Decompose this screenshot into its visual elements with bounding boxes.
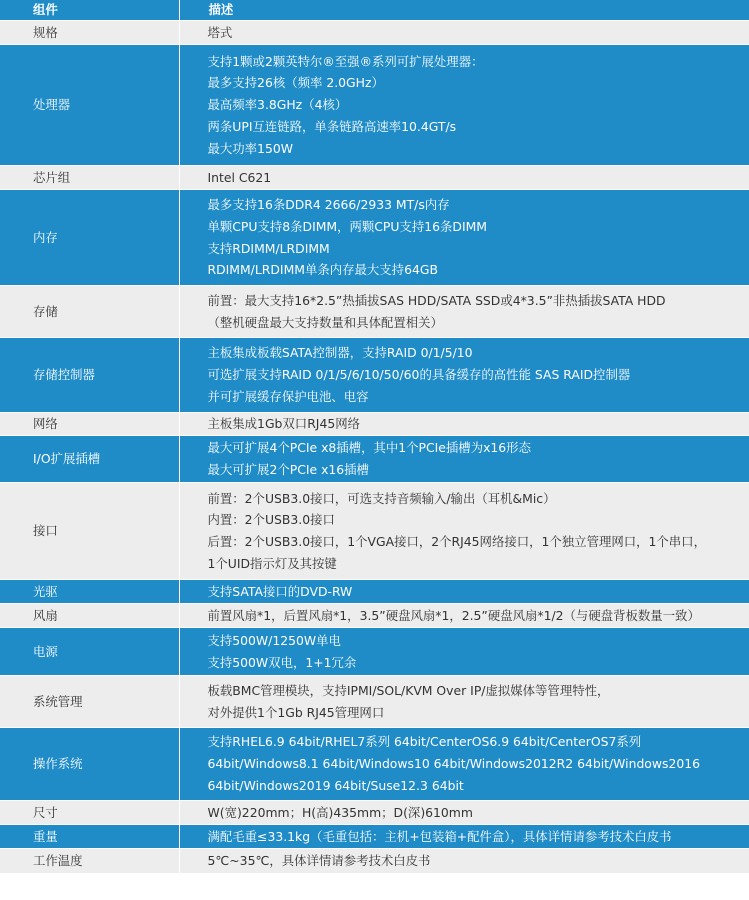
- spec-description-line: 支持SATA接口的DVD-RW: [207, 583, 353, 599]
- spec-description-line: 支持500W/1250W单电: [207, 632, 341, 648]
- spec-description-line: 前置风扇*1，后置风扇*1，3.5”硬盘风扇*1，2.5”硬盘风扇*1/2（与硬盘背板数量一致）: [207, 607, 700, 623]
- spec-description-line: 最大可扩展4个PCIe x8插槽，其中1个PCIe插槽为x16形态: [207, 440, 531, 456]
- spec-description-line: 最多支持16条DDR4 2666/2933 MT/s内存: [207, 197, 450, 213]
- spec-description-line: 支持RDIMM/LRDIMM: [207, 240, 330, 256]
- spec-label: 处理器: [0, 45, 179, 166]
- spec-description: [179, 728, 749, 801]
- table-row: [0, 628, 749, 676]
- table-row: [0, 338, 749, 413]
- spec-description-line: 对外提供1个1Gb RJ45管理网口: [207, 704, 385, 720]
- header-component: 组件: [0, 0, 179, 21]
- spec-table-body: [0, 21, 749, 873]
- spec-label: 电源: [0, 628, 179, 676]
- spec-label: 内存: [0, 190, 179, 286]
- table-row: [0, 21, 749, 45]
- table-row: [0, 436, 749, 483]
- spec-description: [179, 166, 749, 190]
- spec-description-line: 最大可扩展2个PCIe x16插槽: [207, 462, 369, 477]
- spec-description: [179, 190, 749, 286]
- spec-description-line: 板载BMC管理模块，支持IPMI/SOL/KVM Over IP/虚拟媒体等管理特性，: [207, 682, 610, 698]
- table-row: [0, 413, 749, 436]
- spec-description: [179, 45, 749, 166]
- table-row: [0, 801, 749, 825]
- table-row: [0, 190, 749, 286]
- table-row: [0, 483, 749, 580]
- spec-description: [179, 580, 749, 604]
- table-row: [0, 45, 749, 166]
- spec-label: 风扇: [0, 604, 179, 628]
- spec-description-line: W(宽)220mm；H(高)435mm；D(深)610mm: [207, 804, 473, 820]
- spec-description-line: 支持1颗或2颗英特尔®至强®系列可扩展处理器：: [207, 53, 484, 69]
- spec-description-line: 1个UID指示灯及其按键: [207, 555, 337, 571]
- spec-description-line: Intel C621: [207, 169, 272, 185]
- spec-description: [179, 825, 749, 849]
- spec-description-line: 最多支持26核（频率 2.0GHz）: [207, 75, 384, 91]
- table-row: [0, 166, 749, 190]
- spec-label: 重量: [0, 825, 179, 849]
- spec-description-line: 可选扩展支持RAID 0/1/5/6/10/50/60的具备缓存的高性能 SAS RAID控制器: [207, 367, 631, 383]
- spec-label: 存储控制器: [0, 338, 179, 413]
- table-row: [0, 676, 749, 728]
- spec-description-line: 后置：2个USB3.0接口，1个VGA接口，2个RJ45网络接口，1个独立管理网口，1个串口，: [207, 534, 706, 549]
- spec-label: 工作温度: [0, 849, 179, 873]
- spec-description-line: 支持RHEL6.9 64bit/RHEL7系列 64bit/CenterOS6.9 64bit/CenterOS7系列: [207, 734, 642, 750]
- spec-label: 尺寸: [0, 801, 179, 825]
- table-row: [0, 580, 749, 604]
- spec-description-line: 最高频率3.8GHz（4核）: [207, 97, 348, 113]
- spec-description: [179, 604, 749, 628]
- spec-description-line: 并可扩展缓存保护电池、电容: [207, 388, 369, 404]
- spec-description: [179, 849, 749, 873]
- table-row: [0, 286, 749, 338]
- spec-description-line: RDIMM/LRDIMM单条内存最大支持64GB: [207, 262, 438, 278]
- header-description: 描述: [179, 0, 749, 21]
- spec-label: 系统管理: [0, 676, 179, 728]
- spec-description-line: 前置：2个USB3.0接口，可选支持音频输入/输出（耳机&Mic）: [207, 490, 556, 506]
- spec-description-line: 单颗CPU支持8条DIMM，两颗CPU支持16条DIMM: [207, 218, 487, 234]
- spec-description: [179, 676, 749, 728]
- spec-description-line: 主板集成1Gb双口RJ45网络: [207, 416, 361, 432]
- spec-description-line: 最大功率150W: [207, 140, 293, 156]
- spec-label: 操作系统: [0, 728, 179, 801]
- spec-description: [179, 483, 749, 580]
- spec-label: 存储: [0, 286, 179, 338]
- spec-description-line: （整机硬盘最大支持数量和具体配置相关）: [207, 314, 443, 330]
- spec-description: [179, 338, 749, 413]
- spec-label: I/O扩展插槽: [0, 436, 179, 483]
- spec-description: [179, 286, 749, 338]
- spec-label: 网络: [0, 413, 179, 436]
- spec-description-line: 64bit/Windows8.1 64bit/Windows10 64bit/Windows2012R2 64bit/Windows2016: [207, 756, 701, 772]
- spec-description-line: 64bit/Windows2019 64bit/Suse12.3 64bit: [207, 777, 464, 793]
- spec-description-line: 两条UPI互连链路，单条链路高速率10.4GT/s: [207, 118, 457, 134]
- spec-description: [179, 413, 749, 436]
- spec-label: 规格: [0, 21, 179, 45]
- spec-description-line: 支持500W双电，1+1冗余: [207, 654, 357, 670]
- spec-description-line: 前置：最大支持16*2.5”热插拔SAS HDD/SATA SSD或4*3.5”非热插拔SATA HDD: [207, 292, 666, 308]
- spec-description: [179, 801, 749, 825]
- spec-description-line: 满配毛重≤33.1kg（毛重包括：主机+包装箱+配件盒），具体详情请参考技术白皮书: [207, 828, 672, 844]
- spec-description: [179, 628, 749, 676]
- table-header-row: [0, 0, 749, 21]
- spec-description: [179, 21, 749, 45]
- spec-description-line: 塔式: [207, 24, 233, 40]
- spec-description-line: 5℃~35℃，具体详情请参考技术白皮书: [207, 852, 431, 868]
- table-row: [0, 825, 749, 849]
- table-row: [0, 849, 749, 873]
- spec-label: 芯片组: [0, 166, 179, 190]
- spec-description: [179, 436, 749, 483]
- spec-description-line: 内置：2个USB3.0接口: [207, 512, 335, 528]
- spec-label: 光驱: [0, 580, 179, 604]
- spec-description-line: 主板集成板载SATA控制器，支持RAID 0/1/5/10: [207, 345, 473, 361]
- spec-label: 接口: [0, 483, 179, 580]
- table-row: [0, 728, 749, 801]
- table-row: [0, 604, 749, 628]
